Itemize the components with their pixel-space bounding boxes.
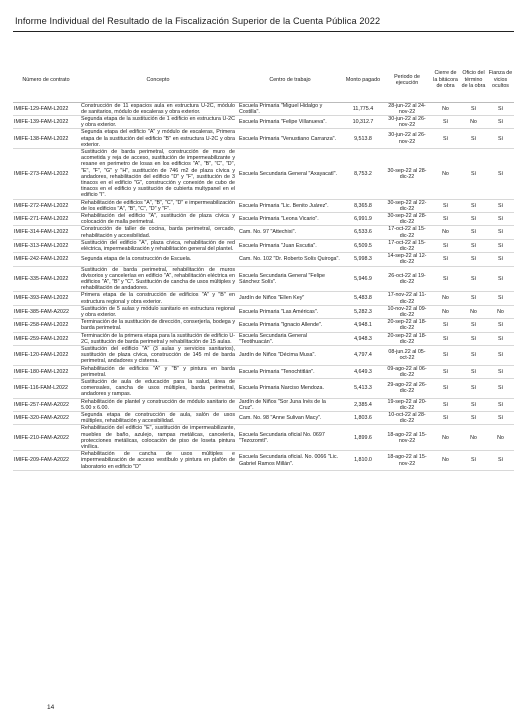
- execution-period-cell: 30-sep-22 al 28-dic-22: [383, 212, 431, 225]
- amount-paid-cell: 6,991.9: [343, 212, 383, 225]
- concept-cell: Rehabilitación de cancha de usos múltiples e impermeabilización de acceso vestíbulo y pintura en plafón de laboratorio en edificio "D": [81, 451, 235, 470]
- table-row: [13, 115, 514, 128]
- contract-number-cell: IMIFE-393-FAM-L2022: [13, 292, 79, 305]
- concept-cell: Segunda etapa del edificio "A" y módulo de escaleras, Primera etapa de la sustitución del edificio "B" en estructura U-2C y obra exterior.: [81, 129, 235, 148]
- execution-period-cell: 20-sep-22 al 18-dic-22: [383, 319, 431, 332]
- hidden-defects-bond-cell: Sí: [487, 226, 514, 239]
- hidden-defects-bond-cell: Sí: [487, 239, 514, 252]
- contract-number-cell: IMIFE-271-FAM-L2022: [13, 212, 79, 225]
- contract-number-cell: IMIFE-138-FAM-L2022: [13, 129, 79, 149]
- contract-number-cell: IMIFE-139-FAM-L2022: [13, 115, 79, 128]
- amount-paid-cell: 11,775.4: [343, 102, 383, 115]
- execution-period-cell: 30-jun-22 al 26-nov-22: [383, 115, 431, 128]
- work-center-cell: Escuela Primaria "Las Américas".: [237, 305, 343, 318]
- contract-number-cell: IMIFE-258-FAM-L2022: [13, 319, 79, 332]
- contract-number-cell: IMIFE-209-FAM-A2022: [13, 451, 79, 471]
- logbook-closure-cell: Sí: [431, 412, 460, 425]
- completion-letter-cell: Sí: [460, 148, 487, 199]
- concept-cell: Rehabilitación del edificio "E", sustitución de impermeabilizante, muebles de baño, azulejo, rampas metálicas, cancelería, protecciones metálicas, colocación de piso de loseta pintura vinílica.: [81, 425, 235, 451]
- hidden-defects-bond-cell: Sí: [487, 115, 514, 128]
- concept-cell: Rehabilitación de edificios "A" y "B" y pintura en barda perimetral.: [81, 365, 235, 378]
- contract-number-cell: IMIFE-180-FAM-L2022: [13, 365, 79, 378]
- completion-letter-cell: Sí: [460, 212, 487, 225]
- work-center-cell: Escuela Secundaria oficial. No. 0066 "Lic. Gabriel Ramos Millán".: [237, 451, 343, 471]
- concept-cell: Terminación de la primera etapa para la sustitución de edificio U-2C, sustitución de barda perimetral y rehabilitación de 15 aulas.: [81, 332, 235, 345]
- work-center-cell: Escuela Primaria "Ignacio Allende".: [237, 319, 343, 332]
- work-center-cell: Escuela Secundaria General "Teotihuacán".: [237, 332, 343, 345]
- logbook-closure-cell: Sí: [431, 253, 460, 266]
- hidden-defects-bond-cell: Sí: [487, 253, 514, 266]
- execution-period-cell: 18-ago-22 al 15-nov-22: [383, 451, 431, 471]
- amount-paid-cell: 8,365.8: [343, 199, 383, 212]
- logbook-closure-cell: Sí: [431, 129, 460, 149]
- table-row: [13, 365, 514, 378]
- amount-paid-cell: 1,899.6: [343, 425, 383, 451]
- completion-letter-cell: No: [460, 305, 487, 318]
- logbook-closure-cell: No: [431, 292, 460, 305]
- hidden-defects-bond-cell: Sí: [487, 346, 514, 366]
- execution-period-cell: 10-oct-22 al 28-dic-22: [383, 412, 431, 425]
- execution-period-cell: 09-ago-22 al 06-dic-22: [383, 365, 431, 378]
- contract-number-cell: IMIFE-129-FAM-L2022: [13, 102, 79, 115]
- hidden-defects-bond-cell: Sí: [487, 292, 514, 305]
- completion-letter-cell: Sí: [460, 129, 487, 149]
- column-header: Número de contrato: [13, 58, 79, 102]
- amount-paid-cell: 5,483.8: [343, 292, 383, 305]
- concept-cell: Sustitución de barda perimetral, rehabilitación de muros divisorios y cancelerías en edificio "A", rehabilitación eléctrica en edificios "A", "B" y "C". Sustitución de cancha de usos múltiples y rehabilitación de andadores.: [81, 266, 235, 292]
- logbook-closure-cell: Sí: [431, 319, 460, 332]
- amount-paid-cell: 5,998.3: [343, 253, 383, 266]
- amount-paid-cell: 10,312.7: [343, 115, 383, 128]
- table-row: [13, 398, 514, 411]
- column-header: Monto pagado: [343, 58, 383, 102]
- logbook-closure-cell: Sí: [431, 212, 460, 225]
- completion-letter-cell: No: [460, 115, 487, 128]
- completion-letter-cell: Sí: [460, 379, 487, 399]
- page-title: Informe Individual del Resultado de la Fiscalización Superior de la Cuenta Pública 2022: [15, 16, 381, 26]
- hidden-defects-bond-cell: Sí: [487, 129, 514, 149]
- column-header: Fianza de vicios ocultos: [487, 58, 514, 102]
- amount-paid-cell: 4,797.4: [343, 346, 383, 366]
- logbook-closure-cell: No: [431, 305, 460, 318]
- page-number: 14: [47, 704, 55, 711]
- column-header: Concepto: [79, 58, 237, 102]
- logbook-closure-cell: Sí: [431, 379, 460, 399]
- hidden-defects-bond-cell: Sí: [487, 365, 514, 378]
- amount-paid-cell: 5,282.3: [343, 305, 383, 318]
- logbook-closure-cell: Sí: [431, 332, 460, 345]
- table-row: [13, 425, 514, 451]
- table-row: [13, 379, 514, 399]
- concept-cell: Sustitución de barda perimetral, construcción de muro de acometida y reja de acceso, sustitución de impermeabilizante y resane en perimetro de losas en los edificios "A", "B", "C", "D", "E", "F", "G" y "H", sustitución de 746 m2 de plaza cívica y andadores, rehabilitación del edificio "D" y "F", sustitución de 3 tinacos en el edificio "G", construcción y conexión de cubo de tinacos en el edificio y sustitución de cubierta multypanel en el edificio "I".: [81, 148, 235, 199]
- hidden-defects-bond-cell: Sí: [487, 398, 514, 411]
- contract-number-cell: IMIFE-259-FAM-L2022: [13, 332, 79, 345]
- column-header: Centro de trabajo: [237, 58, 343, 102]
- work-center-cell: Cam. No. 98 "Anne Sulivan Macy".: [237, 412, 343, 425]
- concept-cell: Construcción de 11 espacios aula en estructura U-2C, módulo de sanitarios, módulo de escaleras y obra exterior.: [81, 102, 235, 115]
- concept-cell: Terminación de la sustitución de dirección, conserjería, bodega y barda perimetral.: [81, 319, 235, 332]
- logbook-closure-cell: Sí: [431, 398, 460, 411]
- logbook-closure-cell: Sí: [431, 346, 460, 366]
- logbook-closure-cell: Sí: [431, 239, 460, 252]
- concept-cell: Sustitución de aula de educación para la salud, área de comensales, cancha de usos múltiples, barda perimetral, andadores y rampas.: [81, 379, 235, 398]
- amount-paid-cell: 5,413.3: [343, 379, 383, 399]
- execution-period-cell: 08-jun.22 al 05-oct-22: [383, 346, 431, 366]
- amount-paid-cell: 5,946.9: [343, 266, 383, 292]
- completion-letter-cell: Sí: [460, 365, 487, 378]
- table-row: [13, 212, 514, 225]
- contract-number-cell: IMIFE-210-FAM-A2022: [13, 425, 79, 451]
- table-row: [13, 199, 514, 212]
- hidden-defects-bond-cell: Sí: [487, 451, 514, 471]
- column-header: Periodo de ejecución: [383, 58, 431, 102]
- table-row: [13, 239, 514, 252]
- execution-period-cell: 19-sep-22 al 20-dic-22: [383, 398, 431, 411]
- concept-cell: Construcción de taller de cocina, barda perimetral, cercado, rehabilitación y accesibilidad.: [81, 226, 235, 239]
- contract-number-cell: IMIFE-257-FAM-A2022: [13, 398, 79, 411]
- concept-cell: Rehabilitación del edificio "A", sustitución de plaza cívica y colocación de malla perimetral.: [81, 212, 235, 226]
- table-row: [13, 266, 514, 292]
- execution-period-cell: 29-ago-22 al 26-dic-22: [383, 379, 431, 399]
- logbook-closure-cell: Sí: [431, 266, 460, 292]
- completion-letter-cell: Sí: [460, 292, 487, 305]
- contract-number-cell: IMIFE-120-FAM-L2022: [13, 346, 79, 366]
- work-center-cell: Cam. No. 97 "Attechixi".: [237, 226, 343, 239]
- work-center-cell: Jardín de Niños "Sor Juna Inés de la Cruz".: [237, 398, 343, 411]
- execution-period-cell: 17-oct-22 al 15-dic-22: [383, 226, 431, 239]
- concept-cell: Rehabilitación de plantel y construcción de módulo sanitario de 5.00 x 6.00.: [81, 398, 235, 411]
- hidden-defects-bond-cell: Sí: [487, 379, 514, 399]
- table-row: [13, 346, 514, 366]
- table-row: [13, 226, 514, 239]
- completion-letter-cell: Sí: [460, 398, 487, 411]
- amount-paid-cell: 2,385.4: [343, 398, 383, 411]
- work-center-cell: Escuela Primaria "Venustiano Carranza".: [237, 129, 343, 149]
- execution-period-cell: 18-ago-22 al 15-nov-22: [383, 425, 431, 451]
- table-row: [13, 148, 514, 199]
- execution-period-cell: 10-nov-22 al 09-dic-22: [383, 305, 431, 318]
- contract-number-cell: IMIFE-116-FAM-L2022: [13, 379, 79, 399]
- table-row: [13, 319, 514, 332]
- header-divider: [13, 31, 514, 32]
- concept-cell: Segunda etapa de la construcción de Escuela.: [79, 253, 237, 266]
- hidden-defects-bond-cell: Sí: [487, 412, 514, 425]
- completion-letter-cell: Sí: [460, 253, 487, 266]
- hidden-defects-bond-cell: Sí: [487, 266, 514, 292]
- completion-letter-cell: No: [460, 425, 487, 451]
- logbook-closure-cell: No: [431, 451, 460, 471]
- logbook-closure-cell: No: [431, 226, 460, 239]
- work-center-cell: Escuela Primaria "Juan Escutia".: [237, 239, 343, 252]
- completion-letter-cell: Sí: [460, 266, 487, 292]
- concept-cell: Sustitución de 5 aulas y módulo sanitario en estructura regional y obra exterior.: [81, 305, 235, 318]
- table-header-row: [13, 58, 514, 102]
- contracts-table: [13, 58, 514, 471]
- logbook-closure-cell: No: [431, 148, 460, 199]
- hidden-defects-bond-cell: No: [487, 425, 514, 451]
- amount-paid-cell: 4,649.3: [343, 365, 383, 378]
- hidden-defects-bond-cell: Sí: [487, 319, 514, 332]
- amount-paid-cell: 1,810.0: [343, 451, 383, 471]
- work-center-cell: Escuela Primaria "Tenochtitlán".: [237, 365, 343, 378]
- contract-number-cell: IMIFE-313-FAM-L2022: [13, 239, 79, 252]
- logbook-closure-cell: No: [431, 425, 460, 451]
- concept-cell: Primera etapa de la construcción de edificios "A" y "B" en estructura regional y obra exterior.: [81, 292, 235, 305]
- completion-letter-cell: Sí: [460, 226, 487, 239]
- completion-letter-cell: Sí: [460, 332, 487, 345]
- logbook-closure-cell: No: [431, 102, 460, 115]
- logbook-closure-cell: Sí: [431, 365, 460, 378]
- contract-number-cell: IMIFE-320-FAM-A2022: [13, 412, 79, 425]
- table-body: [13, 102, 514, 470]
- table-row: [13, 412, 514, 425]
- work-center-cell: Escuela Primaria Narciso Mendoza.: [237, 379, 343, 399]
- contract-number-cell: IMIFE-273-FAM-L2022: [13, 148, 79, 199]
- table-row: [13, 292, 514, 305]
- hidden-defects-bond-cell: No: [487, 305, 514, 318]
- amount-paid-cell: 8,753.2: [343, 148, 383, 199]
- completion-letter-cell: Sí: [460, 346, 487, 366]
- execution-period-cell: 26-oct-22 al 19-dic-22: [383, 266, 431, 292]
- work-center-cell: Escuela Secundaria General "Felipe Sánchez Solís".: [237, 266, 343, 292]
- work-center-cell: Escuela Secundaria General "Axayacatl".: [237, 148, 343, 199]
- column-header: Oficio del término de la obra: [460, 58, 487, 102]
- work-center-cell: Escuela Primaria "Miguel Hidalgo y Costilla".: [237, 102, 343, 115]
- work-center-cell: Cam. No. 102 "Dr. Roberto Solís Quiroga".: [237, 253, 343, 266]
- work-center-cell: Jardín de Niños "Décima Musa".: [237, 346, 343, 366]
- amount-paid-cell: 1,803.6: [343, 412, 383, 425]
- concept-cell: Segunda etapa de construcción de aula, salón de usos múltiples, rehabilitación y accesibilidad.: [81, 412, 235, 425]
- amount-paid-cell: 6,533.6: [343, 226, 383, 239]
- hidden-defects-bond-cell: Sí: [487, 199, 514, 212]
- completion-letter-cell: Sí: [460, 319, 487, 332]
- concept-cell: Rehabilitación de edificios "A", "B", "C", "D" e impermeabilización de los edificios "A", "B", "C", "D" y "F".: [81, 199, 235, 212]
- completion-letter-cell: Sí: [460, 451, 487, 471]
- execution-period-cell: 14-sep-22 al 12-dic-22: [383, 253, 431, 266]
- completion-letter-cell: Sí: [460, 239, 487, 252]
- logbook-closure-cell: Sí: [431, 115, 460, 128]
- table-row: [13, 129, 514, 149]
- table-row: [13, 305, 514, 318]
- concept-cell: Segunda etapa de la sustitución de 1 edificio en estructura U-2C y obra exterior.: [81, 115, 235, 129]
- table-row: [13, 253, 514, 266]
- concept-cell: Sustitución del edificio "A" (3 aulas y servicios sanitarios), sustitución de plaza cívica, construcción de 145 ml de barda perimetral, andadores y cisterna.: [81, 346, 235, 365]
- table-row: [13, 451, 514, 471]
- work-center-cell: Escuela Primaria "Felipe Villanueva".: [237, 115, 343, 128]
- work-center-cell: Escuela Primaria "Leona Vicario".: [237, 212, 343, 225]
- logbook-closure-cell: Sí: [431, 199, 460, 212]
- amount-paid-cell: 4,948.1: [343, 319, 383, 332]
- contract-number-cell: IMIFE-385-FAM-A2022: [13, 305, 79, 318]
- work-center-cell: Jardín de Niños "Ellen Key": [237, 292, 343, 305]
- execution-period-cell: 30-jun-22 al 26-nov-22: [383, 129, 431, 149]
- execution-period-cell: 28-jun-22 al 24-nov-22: [383, 102, 431, 115]
- execution-period-cell: 20-sep-22 al 18-dic-22: [383, 332, 431, 345]
- amount-paid-cell: 4,948.3: [343, 332, 383, 345]
- execution-period-cell: 17-oct-22 al 15-dic-22: [383, 239, 431, 252]
- hidden-defects-bond-cell: Sí: [487, 332, 514, 345]
- work-center-cell: Escuela Primaria "Lic. Benito Juárez".: [237, 199, 343, 212]
- completion-letter-cell: Sí: [460, 199, 487, 212]
- execution-period-cell: 17-nov-22 al 11-dic-22: [383, 292, 431, 305]
- execution-period-cell: 30-sep-22 al 28-dic-22: [383, 148, 431, 199]
- execution-period-cell: 30-sep-22 al 22-dic-22: [383, 199, 431, 212]
- hidden-defects-bond-cell: Sí: [487, 102, 514, 115]
- work-center-cell: Escuela Secundaria oficial No. 0697 "Tezozomtl".: [237, 425, 343, 451]
- column-header: Cierre de la bitácora de obra: [431, 58, 460, 102]
- contract-number-cell: IMIFE-335-FAM-L2022: [13, 266, 79, 292]
- table-row: [13, 332, 514, 345]
- amount-paid-cell: 9,513.8: [343, 129, 383, 149]
- contract-number-cell: IMIFE-272-FAM-L2022: [13, 199, 79, 212]
- concept-cell: Sustitución del edificio "A", plaza cívica, rehabilitación de red eléctrica, impermeabilización y rehabilitación general del plantel.: [81, 239, 235, 252]
- hidden-defects-bond-cell: Sí: [487, 212, 514, 225]
- completion-letter-cell: Sí: [460, 412, 487, 425]
- contract-number-cell: IMIFE-242-FAM-L2022: [13, 253, 79, 266]
- amount-paid-cell: 6,509.5: [343, 239, 383, 252]
- table-row: [13, 102, 514, 115]
- contract-number-cell: IMIFE-314-FAM-L2022: [13, 226, 79, 239]
- completion-letter-cell: Sí: [460, 102, 487, 115]
- hidden-defects-bond-cell: Sí: [487, 148, 514, 199]
